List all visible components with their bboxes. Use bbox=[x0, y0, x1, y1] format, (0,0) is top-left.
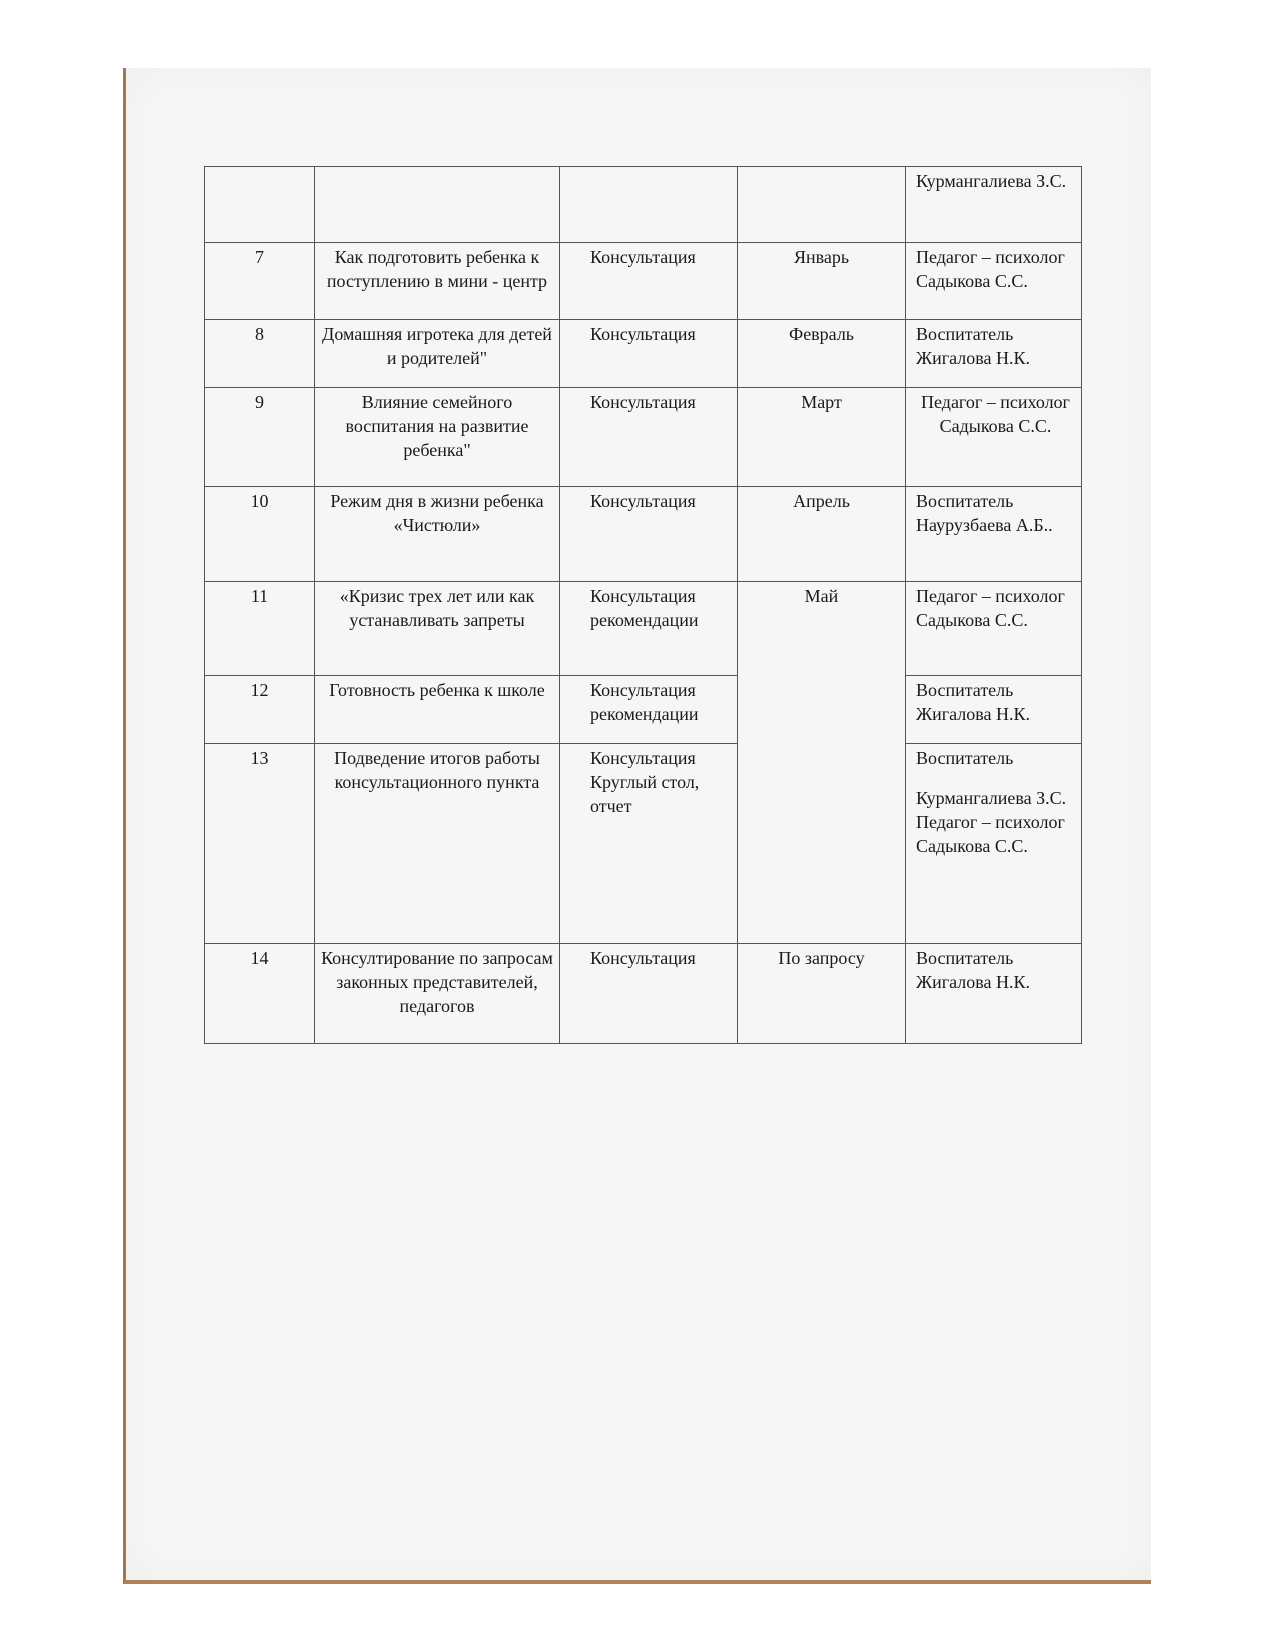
topic-cell: Домашняя игротека для детей и родителей" bbox=[315, 320, 560, 388]
table-row bbox=[205, 676, 1082, 744]
date-cell bbox=[738, 167, 906, 243]
responsible-role: Воспитатель bbox=[916, 748, 1014, 768]
date-cell: Май bbox=[738, 582, 906, 944]
responsible-cell: Воспитатель Жигалова Н.К. bbox=[906, 676, 1082, 744]
topic-cell: Подведение итогов работы консультационного пункта bbox=[315, 744, 560, 944]
responsible-cell: Воспитатель Жигалова Н.К. bbox=[906, 320, 1082, 388]
table-row bbox=[205, 388, 1082, 487]
responsible-names: Курмангалиева З.С. Педагог – психолог Садыкова С.С. bbox=[916, 788, 1067, 856]
topic-cell: Как подготовить ребенка к поступлению в мини - центр bbox=[315, 243, 560, 320]
table-row bbox=[205, 944, 1082, 1044]
form-cell: Консультация bbox=[560, 320, 738, 388]
table-row bbox=[205, 167, 1082, 243]
table-row bbox=[205, 487, 1082, 582]
table-row bbox=[205, 243, 1082, 320]
topic-cell: Влияние семейного воспитания на развитие ребенка" bbox=[315, 388, 560, 487]
responsible-cell: Педагог – психолог Садыкова С.С. bbox=[906, 388, 1082, 487]
row-number-cell: 14 bbox=[205, 944, 315, 1044]
date-cell: Март bbox=[738, 388, 906, 487]
date-cell: Январь bbox=[738, 243, 906, 320]
row-number-cell: 10 bbox=[205, 487, 315, 582]
form-cell bbox=[560, 167, 738, 243]
form-cell: Консультация bbox=[560, 388, 738, 487]
table-row bbox=[205, 744, 1082, 944]
date-cell: Апрель bbox=[738, 487, 906, 582]
topic-cell bbox=[315, 167, 560, 243]
responsible-cell bbox=[906, 744, 1082, 944]
responsible-cell: Педагог – психолог Садыкова С.С. bbox=[906, 243, 1082, 320]
topic-cell: «Кризис трех лет или как устанавливать запреты bbox=[315, 582, 560, 676]
form-cell: Консультация рекомендации bbox=[560, 676, 738, 744]
table-row bbox=[205, 582, 1082, 676]
topic-cell: Режим дня в жизни ребенка «Чистюли» bbox=[315, 487, 560, 582]
row-number-cell: 7 bbox=[205, 243, 315, 320]
date-cell: Февраль bbox=[738, 320, 906, 388]
topic-cell: Готовность ребенка к школе bbox=[315, 676, 560, 744]
responsible-cell: Воспитатель Жигалова Н.К. bbox=[906, 944, 1082, 1044]
row-number-cell: 9 bbox=[205, 388, 315, 487]
row-number-cell: 13 bbox=[205, 744, 315, 944]
responsible-cell: Педагог – психолог Садыкова С.С. bbox=[906, 582, 1082, 676]
responsible-cell: Воспитатель Наурузбаева А.Б.. bbox=[906, 487, 1082, 582]
topic-cell: Консултирование по запросам законных представителей, педагогов bbox=[315, 944, 560, 1044]
responsible-cell: Курмангалиева З.С. bbox=[906, 167, 1082, 243]
form-cell: Консультация Круглый стол, отчет bbox=[560, 744, 738, 944]
form-cell: Консультация bbox=[560, 487, 738, 582]
date-cell: По запросу bbox=[738, 944, 906, 1044]
row-number-cell: 11 bbox=[205, 582, 315, 676]
form-cell: Консультация bbox=[560, 944, 738, 1044]
form-cell: Консультация рекомендации bbox=[560, 582, 738, 676]
form-cell: Консультация bbox=[560, 243, 738, 320]
document-page bbox=[123, 68, 1151, 1584]
row-number-cell: 12 bbox=[205, 676, 315, 744]
row-number-cell: 8 bbox=[205, 320, 315, 388]
consultation-plan-table bbox=[204, 166, 1082, 1044]
row-number-cell bbox=[205, 167, 315, 243]
table-row bbox=[205, 320, 1082, 388]
